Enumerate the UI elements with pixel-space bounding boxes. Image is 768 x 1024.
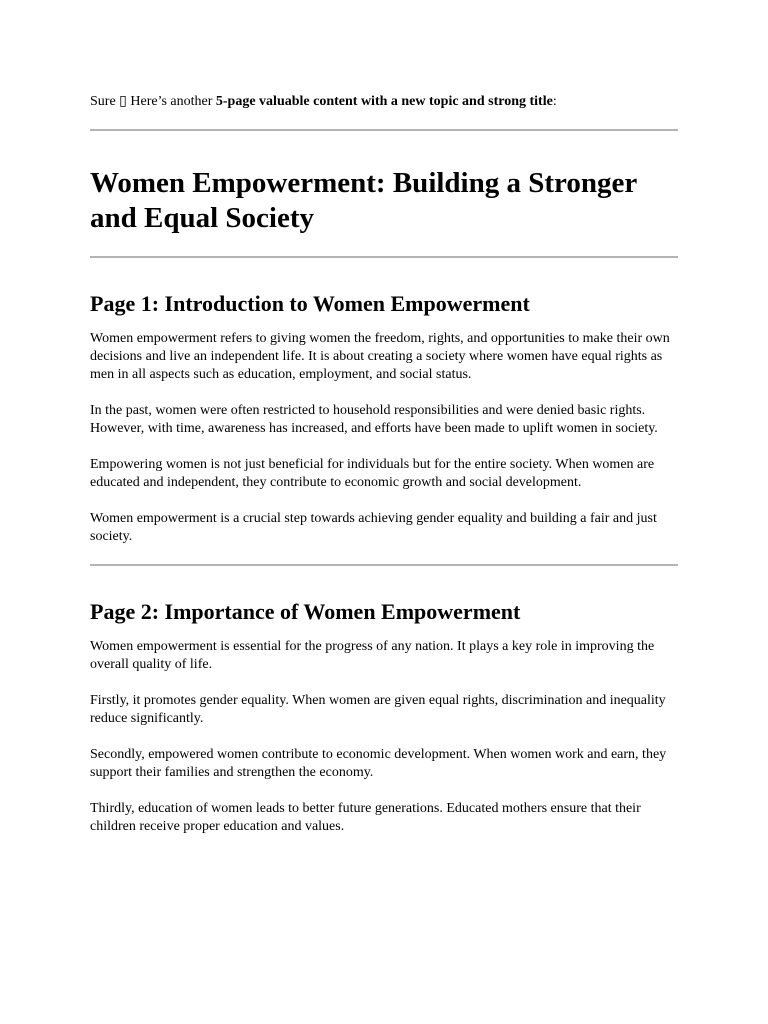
- section-heading: Page 1: Introduction to Women Empowerment: [90, 291, 530, 316]
- paragraph: Women empowerment is a crucial step towards achieving gender equality and building a fair and just society.: [90, 511, 657, 544]
- intro-suffix: :: [552, 94, 557, 109]
- paragraph: Women empowerment is essential for the progress of any nation. It plays a key role in improving the overall quality of life.: [90, 639, 655, 672]
- divider: [90, 129, 678, 131]
- paragraph: Secondly, empowered women contribute to economic development. When women work and earn, they support their families and strengthen the economy.: [90, 747, 667, 780]
- document-title: Women Empowerment: Building a Stronger and Equal Society: [90, 167, 637, 234]
- divider: [90, 256, 678, 258]
- divider: [90, 564, 678, 566]
- section-heading: Page 2: Importance of Women Empowerment: [90, 599, 521, 624]
- intro-bold: 5-page valuable content with a new topic and strong title: [215, 94, 553, 109]
- document-page: [90, 92, 678, 836]
- intro-prefix: Sure ▯ Here’s another: [90, 94, 216, 109]
- section-page-2: [90, 598, 678, 836]
- intro-line: [90, 92, 678, 112]
- paragraph: In the past, women were often restricted to household responsibilities and were denied basic rights. However, with time, awareness has increased, and efforts have been made to uplift women in society.: [90, 403, 658, 436]
- section-page-1: [90, 290, 678, 546]
- paragraph: Thirdly, education of women leads to better future generations. Educated mothers ensure that their children receive proper education and values.: [90, 801, 641, 834]
- paragraph: Empowering women is not just beneficial for individuals but for the entire society. When women are educated and independent, they contribute to economic growth and social development.: [90, 457, 655, 490]
- paragraph: Firstly, it promotes gender equality. When women are given equal rights, discrimination and inequality reduce significantly.: [90, 693, 666, 726]
- paragraph: Women empowerment refers to giving women the freedom, rights, and opportunities to make their own decisions and live an independent life. It is about creating a society where women have equal rights as men in all aspects such as education, employment, and social status.: [90, 331, 670, 382]
